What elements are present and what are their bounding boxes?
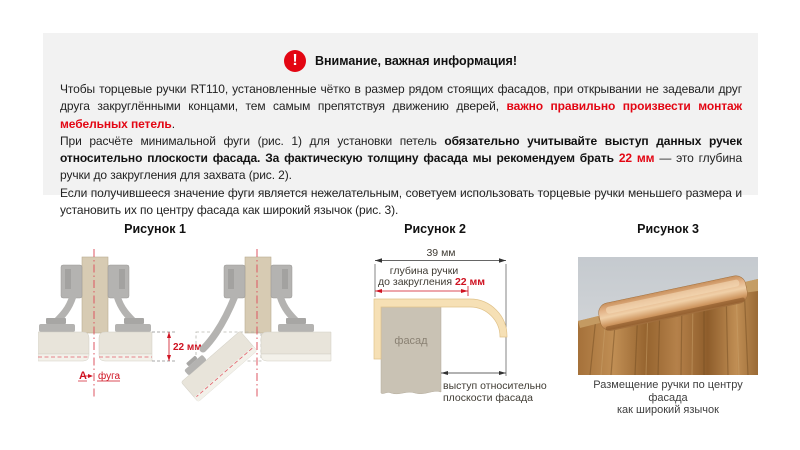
hinge-right-icon xyxy=(108,265,151,332)
door-right-section xyxy=(99,332,152,361)
p2-text-2: — это глубина ручки до закругления для захвата (рис. 2). xyxy=(60,151,743,183)
door-left-section xyxy=(38,332,89,361)
notice-title: Внимание, важная информация! xyxy=(314,54,517,68)
figure3-caption-line1: Размещение ручки по центру фасада xyxy=(593,379,743,404)
p1-highlight: важно правильно произвести монтаж мебельных петель xyxy=(60,99,742,131)
p2-value-22mm: 22 мм xyxy=(618,151,655,166)
notice-paragraph-2 xyxy=(60,133,742,185)
figure2-title: Рисунок 2 xyxy=(404,222,466,236)
p2-text-1: При расчёте минимальной фуги (рис. 1) для установки петель xyxy=(60,133,445,148)
facade-panel xyxy=(381,305,441,394)
svg-text:39 мм: 39 мм xyxy=(426,247,456,259)
figure2-handle-profile-diagram xyxy=(365,245,550,417)
depth-annotation xyxy=(375,265,485,296)
p2-bold: обязательно учитывайте выступ данных ручек относительно плоскости фасада. За фактическую толщину фасада мы рекомендуем брать xyxy=(60,133,742,166)
door-right-section xyxy=(261,332,331,361)
svg-text:А: А xyxy=(79,370,87,382)
svg-text:до закругления 22 мм: до закругления 22 мм xyxy=(378,276,486,288)
notice-paragraph-1 xyxy=(60,81,742,133)
facade-label: фасад xyxy=(394,335,428,347)
figure3-handle-photo xyxy=(578,257,758,375)
notice-header xyxy=(43,50,758,72)
protrusion-dimension xyxy=(441,371,547,404)
gap-dimension-label xyxy=(78,370,121,382)
notice-body xyxy=(60,81,742,219)
figure3-title: Рисунок 3 xyxy=(637,222,699,236)
p1-end: . xyxy=(171,116,175,131)
svg-text:фуга: фуга xyxy=(98,371,121,382)
hinge-left-icon xyxy=(39,265,82,332)
figure3-caption-line2: как широкий язычок xyxy=(617,404,719,416)
notice-paragraph-3 xyxy=(60,185,742,220)
figure1-title: Рисунок 1 xyxy=(124,222,186,236)
p1-text: Чтобы торцевые ручки RT110, установленные чётко в размер рядом стоящих фасадов, при открывании не задевали друг друга закруглёнными концами, тем самым препятствуя движению дверей, xyxy=(60,82,742,114)
p3-text: Если получившееся значение фуги является нежелательным, советуем использовать торцевые ручки меньшего размера и установить их по центру фасада как широкий язычок (рис. 3). xyxy=(60,185,742,218)
cabinet-panel xyxy=(245,257,271,333)
svg-text:плоскости фасада: плоскости фасада xyxy=(443,392,533,404)
fig1-open-view xyxy=(174,249,331,402)
svg-text:22 мм: 22 мм xyxy=(173,342,202,353)
svg-text:глубина ручки: глубина ручки xyxy=(389,265,459,277)
figure3-caption xyxy=(578,379,758,417)
svg-text:выступ относительно: выступ относительно xyxy=(443,380,547,392)
fig1-closed-view xyxy=(38,249,202,397)
cabinet-panel xyxy=(82,257,108,333)
hinge-right-icon xyxy=(271,265,314,332)
exclamation-warning-icon: ! xyxy=(284,50,306,72)
figure1-hinge-diagram xyxy=(38,245,348,415)
